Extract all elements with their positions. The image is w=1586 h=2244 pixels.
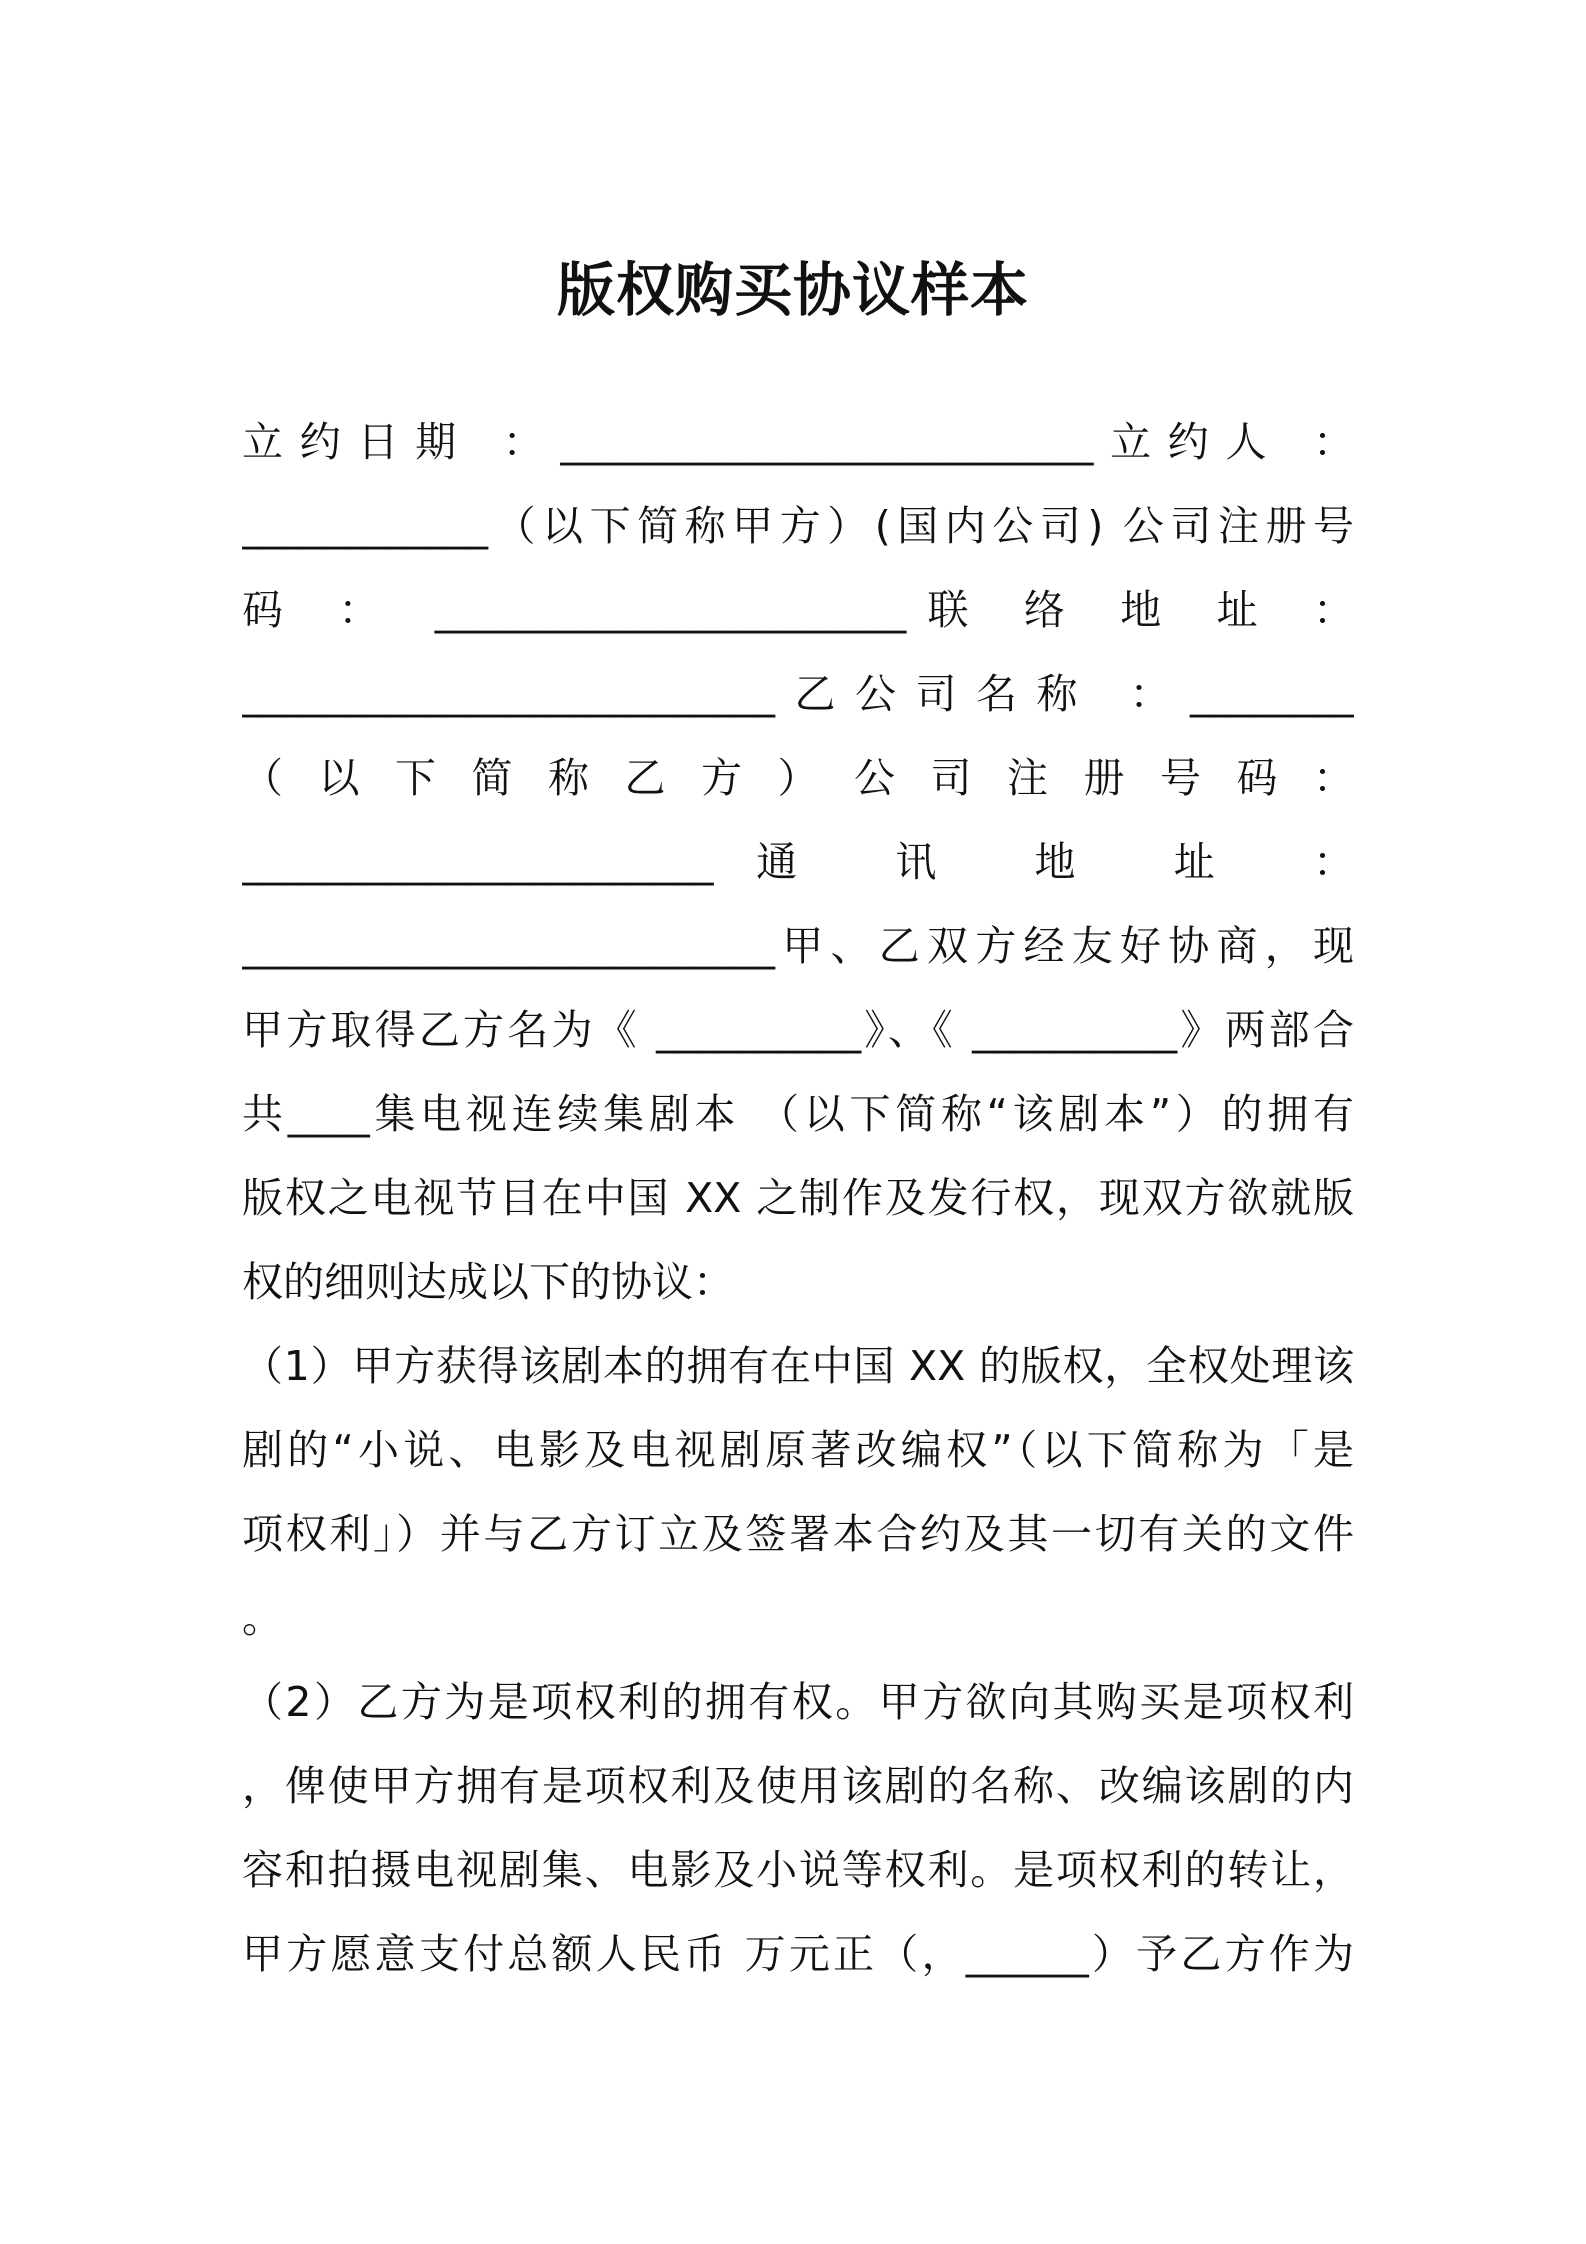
text-line: 共____集电视连续集剧本 （以下简称“该剧本”）的拥有 (242, 1090, 1354, 1138)
text-line: 立约日期 ：__________________________立约人 ： (242, 418, 1354, 466)
text-line: 项权利」）并与乙方订立及签署本合约及其一切有关的文件 (242, 1510, 1354, 1558)
text-line: __________________________甲、乙双方经友好协商，现 (242, 922, 1354, 970)
text-line: 剧的“小说、电影及电视剧原著改编权”（以下简称为「是 (242, 1426, 1354, 1474)
text-line: （1）甲方获得该剧本的拥有在中国 XX 的版权，全权处理该 (242, 1342, 1354, 1390)
text-line: 甲方取得乙方名为《 __________》、《 __________》两部合 (242, 1006, 1354, 1054)
text-line: 甲方愿意支付总额人民币 万元正（，______）予乙方作为 (242, 1930, 1354, 1978)
text-line: ，俾使甲方拥有是项权利及使用该剧的名称、改编该剧的内 (242, 1762, 1354, 1810)
text-line: 权的细则达成以下的协议： (242, 1258, 734, 1306)
text-line: __________________________乙公司名称 ：________ (242, 670, 1354, 718)
text-line: 版权之电视节目在中国 XX 之制作及发行权，现双方欲就版 (242, 1174, 1354, 1222)
text-line: 码 ： _______________________联 络 地 址 ： (242, 586, 1354, 634)
text-line: （ 以 下 简 称 乙 方 ） 公 司 注 册 号 码 ： (242, 754, 1354, 802)
text-line: ____________（以下简称甲方）(国内公司) 公司注册号 (242, 502, 1354, 550)
text-line: 容和拍摄电视剧集、电影及小说等权利。是项权利的转让， (242, 1846, 1354, 1894)
document-title: 版权购买协议样本 (556, 256, 1029, 324)
text-line: （2）乙方为是项权利的拥有权。甲方欲向其购买是项权利 (242, 1678, 1354, 1726)
text-line: _______________________通 讯 地 址 ： (242, 838, 1354, 886)
text-line: 。 (242, 1594, 283, 1642)
